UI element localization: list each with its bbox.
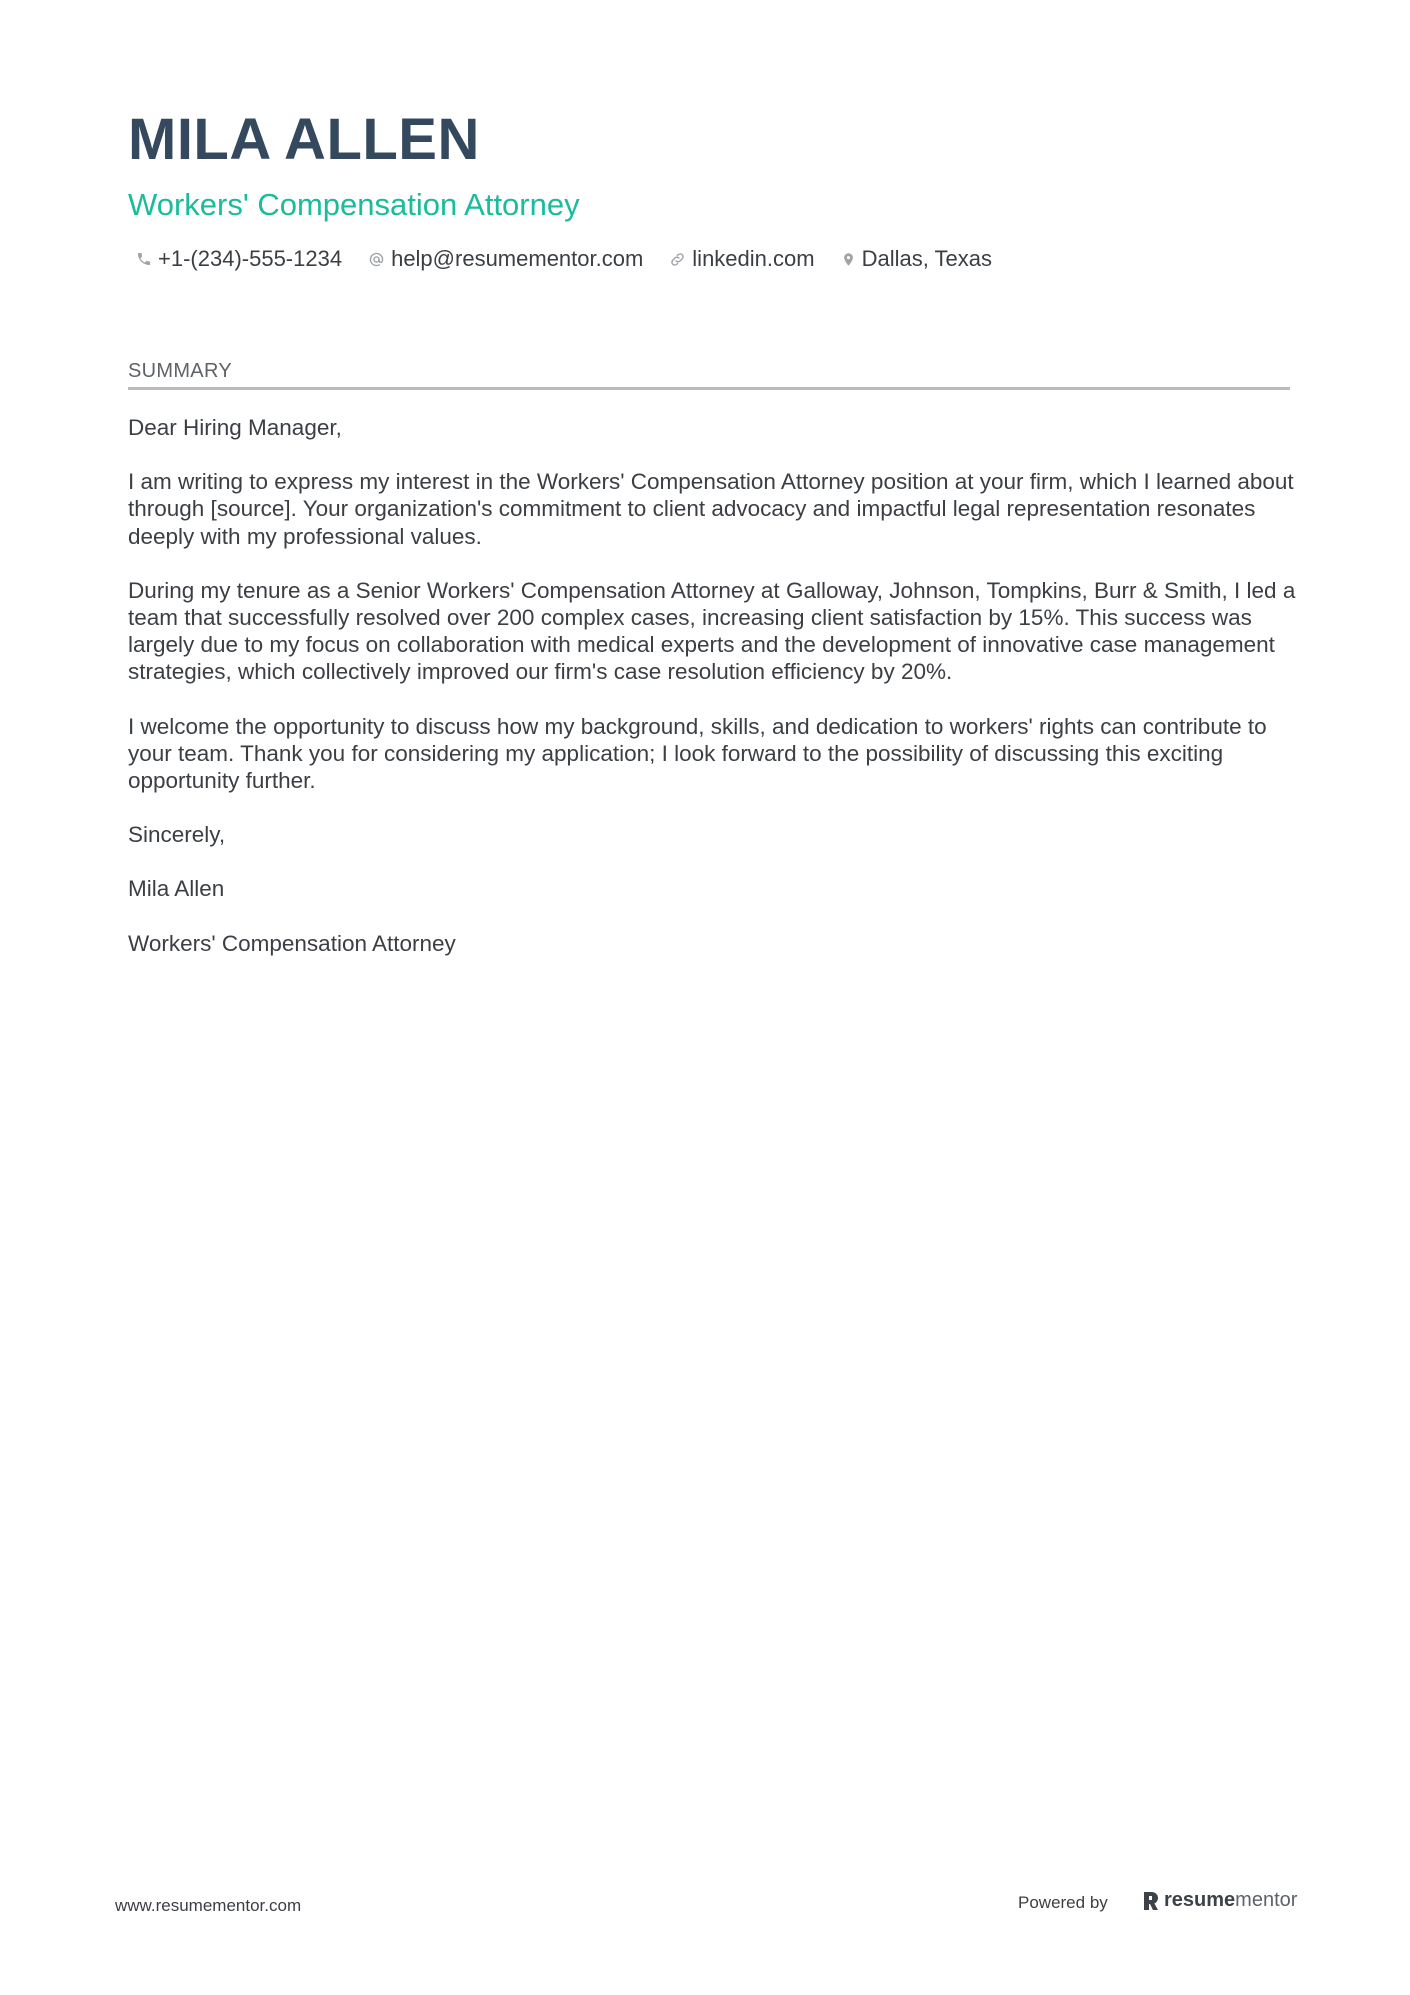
at-icon (368, 251, 385, 268)
contact-linkedin (669, 246, 814, 272)
contact-location (841, 246, 992, 272)
candidate-name: MILA ALLEN (128, 107, 480, 172)
contact-bar (136, 246, 1018, 272)
signature-name: Mila Allen (128, 876, 225, 902)
section-heading-summary: SUMMARY (128, 360, 1290, 390)
letter-paragraph: I welcome the opportunity to discuss how my background, skills, and dedication to workers' rights can contribute to your team. Thank you for considering my application; I look forward to the possibility of discussing this exciting opportunity further. (128, 713, 1267, 794)
phone-text: +1-(234)-555-1234 (158, 246, 343, 271)
footer-url: www.resumementor.com (115, 1896, 302, 1915)
linkedin-text: linkedin.com (692, 246, 815, 271)
candidate-title: Workers' Compensation Attorney (128, 187, 580, 222)
brand-logo (1142, 1889, 1297, 1912)
letter-body (128, 414, 1298, 984)
letter-paragraph: I am writing to express my interest in the Workers' Compensation Attorney position at your firm, which I learned about through [source]. Your organization's commitment to client advocacy and impactful legal representation resonates deeply with my professional values. (128, 469, 1294, 549)
link-icon (669, 251, 686, 268)
letter-closing: Sincerely, (128, 822, 226, 848)
signature-title: Workers' Compensation Attorney (128, 930, 456, 956)
contact-email (368, 246, 643, 272)
letter-paragraph: During my tenure as a Senior Workers' Compensation Attorney at Galloway, Johnson, Tompkins, Burr & Smith, I led a team that successfully resolved over 200 complex cases, increasing client satisfaction by 15%. This success was largely due to my focus on collaboration with medical experts and the development of innovative case management strategies, which collectively improved our firm's case resolution efficiency by 20%. (128, 577, 1296, 685)
powered-by-label: Powered by (1018, 1893, 1108, 1912)
brand-name-bold: resume (1164, 1889, 1236, 1911)
email-text: help@resumementor.com (391, 246, 644, 271)
contact-phone (136, 246, 342, 272)
location-text: Dallas, Texas (861, 246, 993, 271)
resumementor-logo-icon (1142, 1891, 1160, 1911)
brand-name-light: mentor (1235, 1889, 1298, 1911)
phone-icon (136, 251, 152, 267)
letter-greeting: Dear Hiring Manager, (128, 415, 342, 440)
location-pin-icon (841, 251, 856, 268)
